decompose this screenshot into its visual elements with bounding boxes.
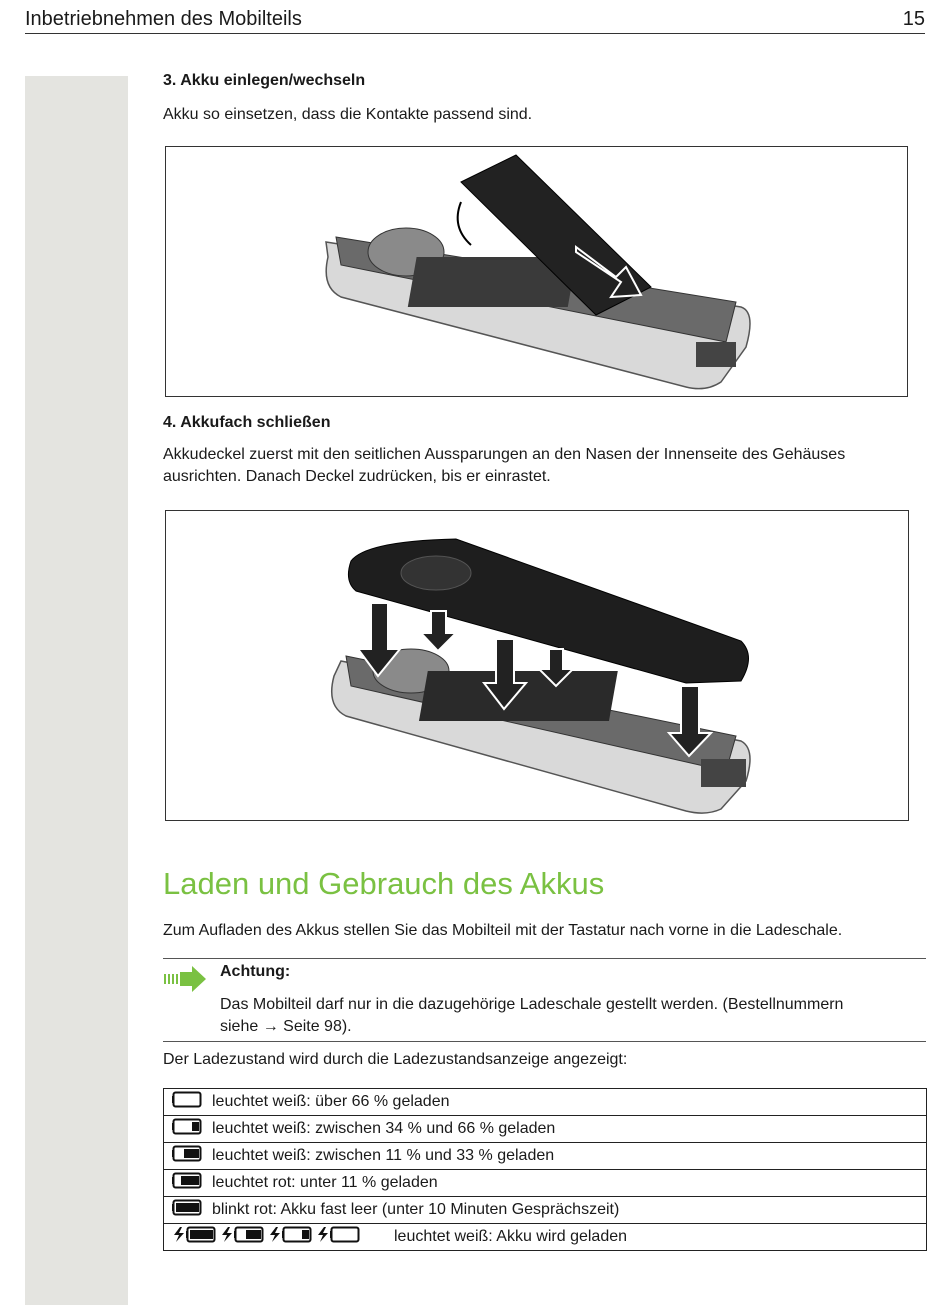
charge-row: [164, 1197, 927, 1224]
battery-charging-icon: [172, 1226, 364, 1248]
charge-row-text: leuchtet weiß: zwischen 11 % und 33 % geladen: [212, 1147, 555, 1164]
battery-level-icon: [172, 1145, 204, 1167]
note-text-line1: Das Mobilteil darf nur in die dazugehörige Ladeschale gestellt werden. (Bestellnummern: [220, 996, 844, 1013]
section-intro: Zum Aufladen des Akkus stellen Sie das Mobilteil mit der Tastatur nach vorne in die Ladeschale.: [163, 922, 843, 939]
charge-row-text: leuchtet weiß: Akku wird geladen: [394, 1228, 628, 1245]
battery-cover-illustration: [166, 511, 908, 820]
battery-level-icon: [172, 1118, 204, 1140]
charge-row: [164, 1089, 927, 1116]
note-text-line2: siehe → Seite 98).: [220, 1018, 352, 1035]
battery-level-icon: [172, 1091, 204, 1113]
page-number: 15: [902, 8, 925, 30]
charge-row: [164, 1224, 927, 1251]
note-bottom-rule: [163, 1041, 926, 1042]
charge-row: [164, 1116, 927, 1143]
note-top-rule: [163, 958, 926, 959]
charge-row-text: leuchtet weiß: über 66 % geladen: [212, 1093, 450, 1110]
battery-insert-illustration: [166, 147, 907, 396]
charge-intro: Der Ladezustand wird durch die Ladezustandsanzeige angezeigt:: [163, 1051, 628, 1068]
charge-row-text: leuchtet weiß: zwischen 34 % und 66 % geladen: [212, 1120, 556, 1137]
charge-row-text: leuchtet rot: unter 11 % geladen: [212, 1174, 438, 1191]
step4-heading: 4. Akkufach schließen: [163, 414, 331, 431]
step3-heading: 3. Akku einlegen/wechseln: [163, 72, 366, 89]
header-title: Inbetriebnehmen des Mobilteils: [25, 8, 302, 30]
battery-insert-figure: [165, 146, 908, 397]
battery-level-icon: [172, 1199, 204, 1221]
arrow-icon: [164, 966, 206, 992]
step3-text: Akku so einsetzen, dass die Kontakte passend sind.: [163, 106, 533, 123]
step4-text-line2: ausrichten. Danach Deckel zudrücken, bis er einrastet.: [163, 468, 551, 485]
sidebar-margin: [25, 76, 128, 1305]
battery-level-icon: [172, 1172, 204, 1194]
charge-row-text: blinkt rot: Akku fast leer (unter 10 Minuten Gesprächszeit): [212, 1201, 620, 1218]
step4-text-line1: Akkudeckel zuerst mit den seitlichen Aussparungen an den Nasen der Innenseite des Gehäuses: [163, 446, 846, 463]
charge-state-table: [163, 1088, 927, 1251]
charge-row: [164, 1170, 927, 1197]
section-title: Laden und Gebrauch des Akkus: [163, 866, 605, 901]
battery-cover-figure: [165, 510, 909, 821]
page-header: [25, 6, 925, 34]
charge-row: [164, 1143, 927, 1170]
note-label: Achtung:: [220, 963, 291, 980]
